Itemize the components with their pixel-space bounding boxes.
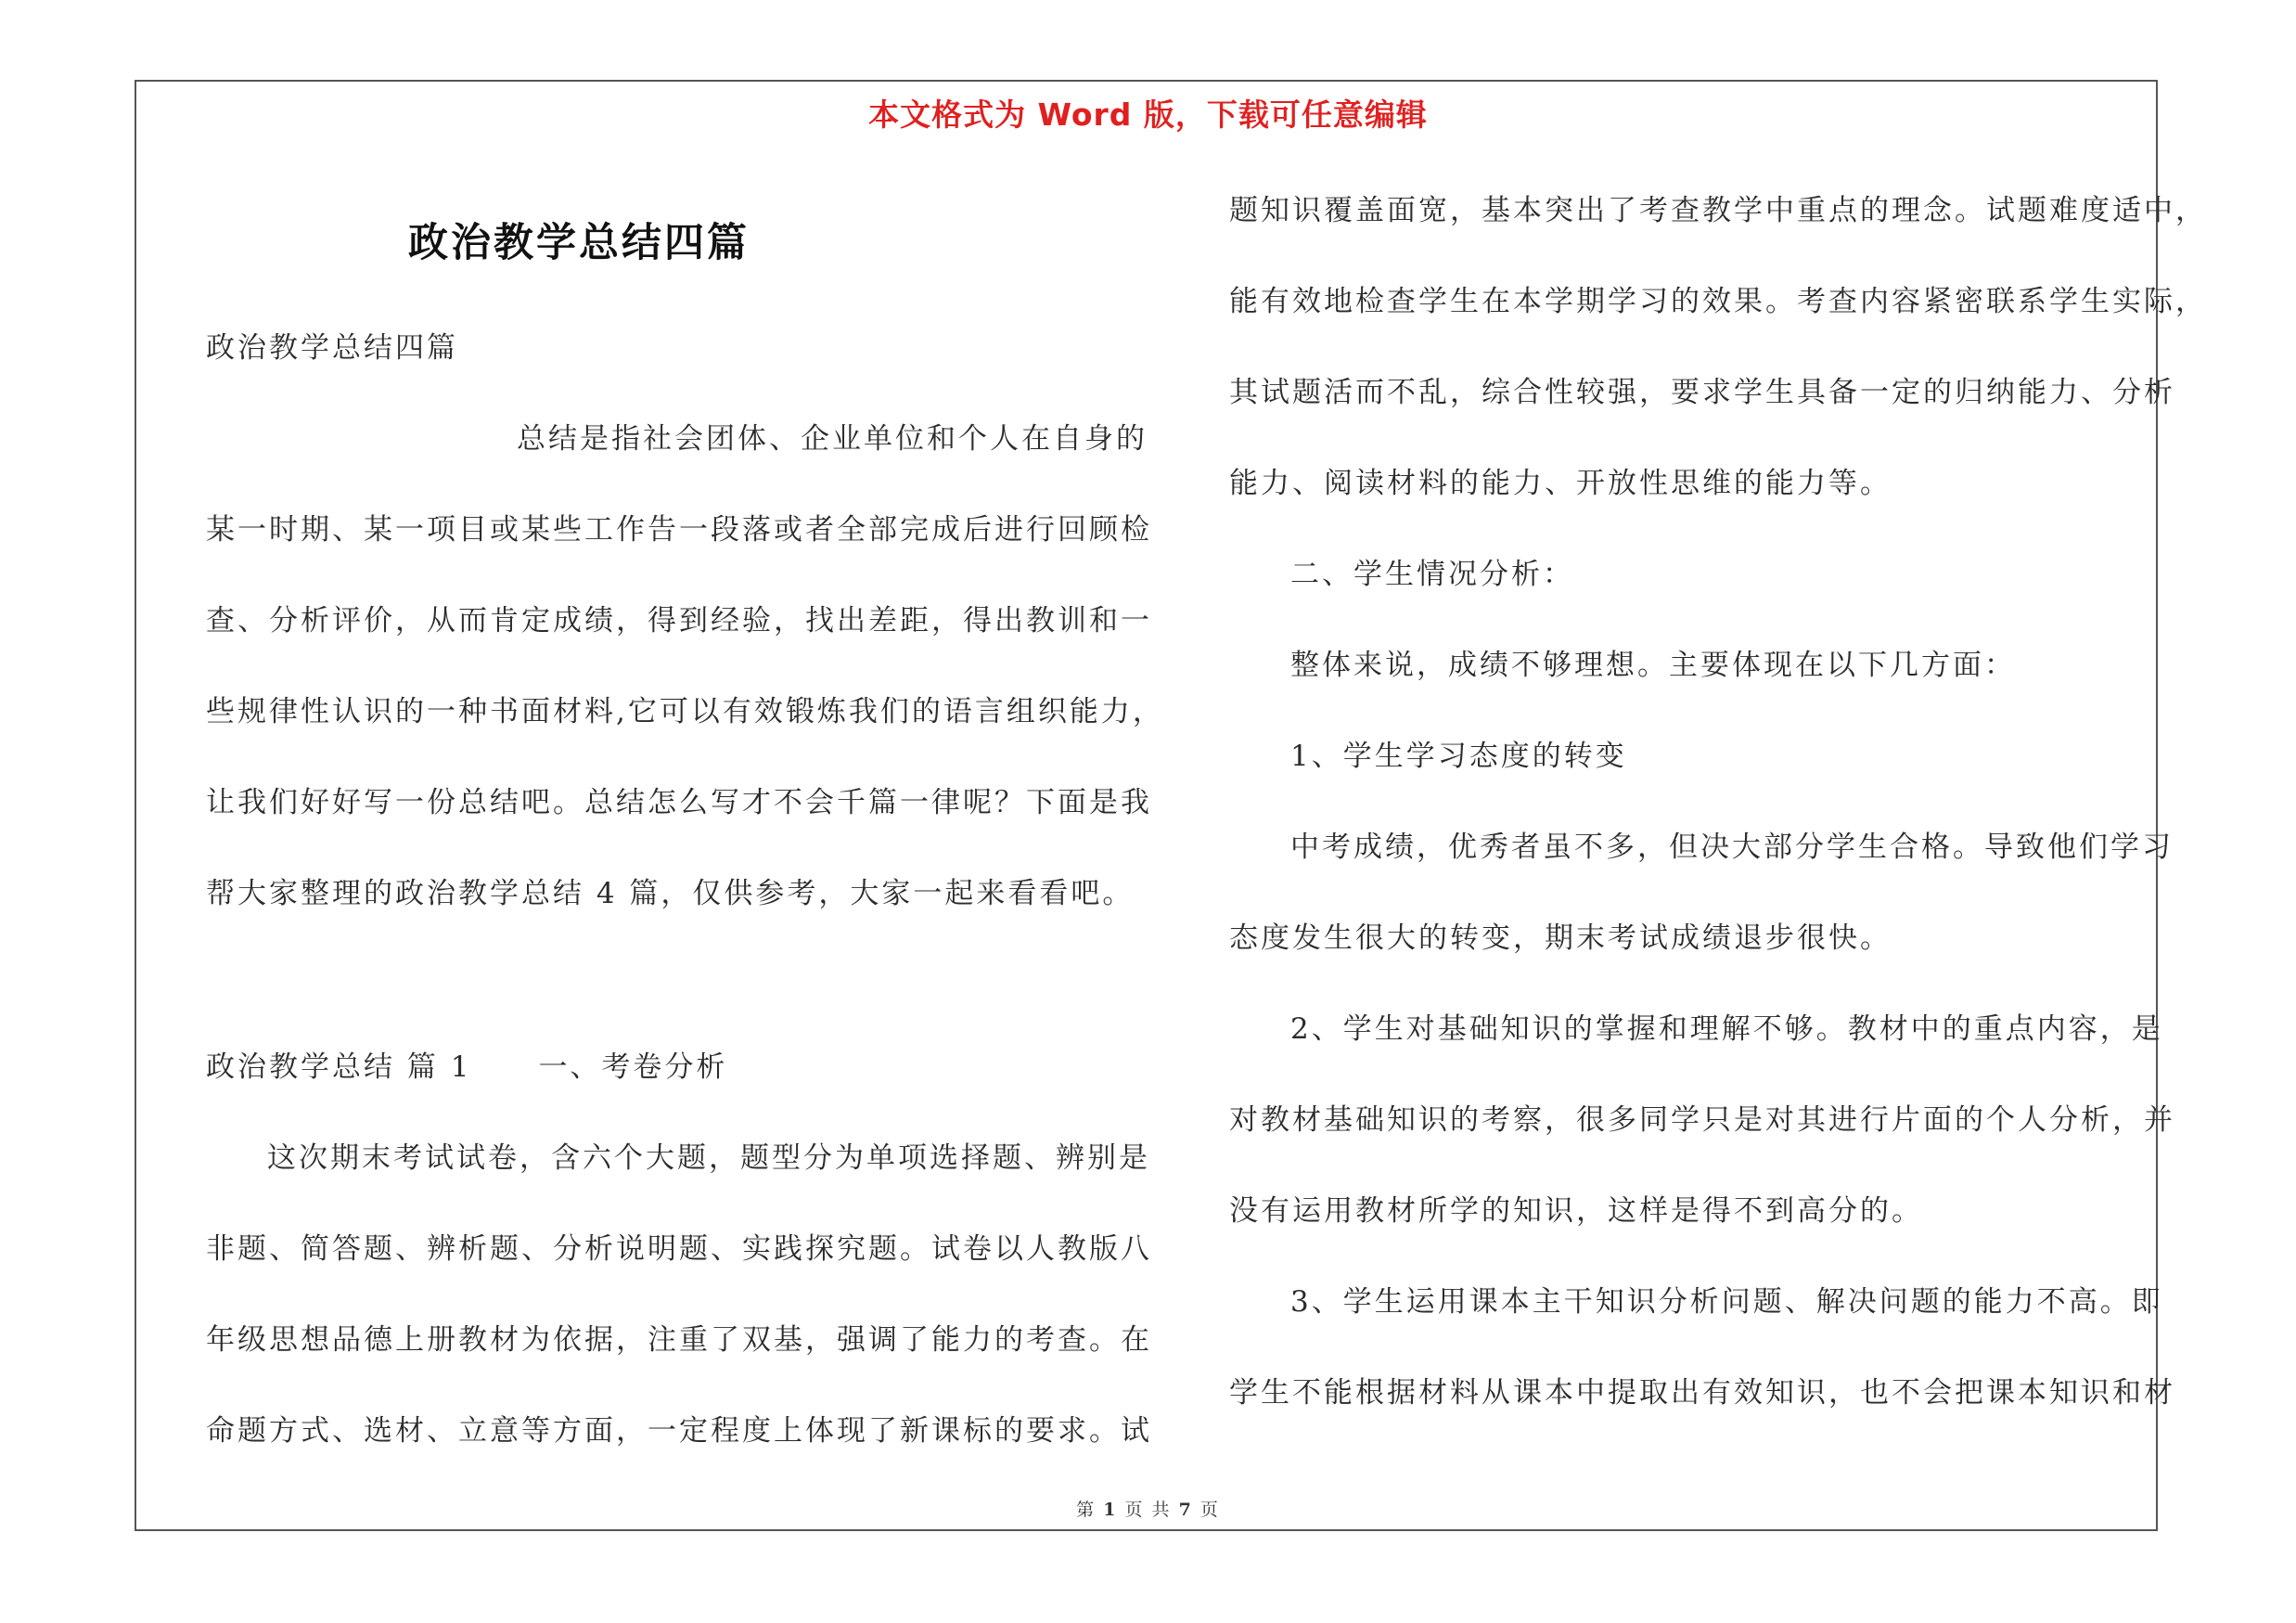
body-line: 态度发生很大的转变，期末考试成绩退步很快。 <box>1229 921 1892 955</box>
intro-line: 某一时期、某一项目或某些工作告一段落或者全部完成后进行回顾检 <box>206 513 1152 547</box>
list-item: 1、学生学习态度的转变 <box>1290 740 1627 773</box>
left-column <box>206 303 1164 1476</box>
format-banner: 本文格式为 Word 版，下载可任意编辑 <box>868 97 1428 133</box>
body-line: 中考成绩，优秀者虽不多，但决大部分学生合格。导致他们学习 <box>1290 831 2174 864</box>
body-line: 学生不能根据材料从课本中提取出有效知识，也不会把课本知识和材 <box>1229 1376 2175 1410</box>
body-line: 对教材基础知识的考察，很多同学只是对其进行片面的个人分析，并 <box>1229 1103 2175 1137</box>
section-title: 政治教学总结 篇 1 <box>206 1050 472 1084</box>
body-line: 非题、简答题、辨析题、分析说明题、实践探究题。试卷以人教版八 <box>206 1232 1152 1266</box>
body-line: 命题方式、选材、立意等方面，一定程度上体现了新课标的要求。试 <box>206 1414 1152 1448</box>
intro-line: 帮大家整理的政治教学总结 4 篇，仅供参考，大家一起来看看吧。 <box>206 877 1135 910</box>
right-column <box>1229 165 2207 1438</box>
document-subtitle: 政治教学总结四篇 <box>206 331 458 365</box>
body-line: 题知识覆盖面宽，基本突出了考查教学中重点的理念。试题难度适中， <box>1229 194 2207 227</box>
intro-line: 总结是指社会团体、企业单位和个人在自身的 <box>517 422 1148 456</box>
body-line: 其试题活而不乱，综合性较强，要求学生具备一定的归纳能力、分析 <box>1229 376 2175 409</box>
intro-line: 些规律性认识的一种书面材料,它可以有效锻炼我们的语言组织能力， <box>206 695 1164 728</box>
body-line: 能有效地检查学生在本学期学习的效果。考查内容紧密联系学生实际， <box>1229 285 2207 318</box>
intro-line: 让我们好好写一份总结吧。总结怎么写才不会千篇一律呢？下面是我 <box>206 786 1152 819</box>
list-item: 2、学生对基础知识的掌握和理解不够。教材中的重点内容，是 <box>1290 1012 2163 1046</box>
list-item: 3、学生运用课本主干知识分析问题、解决问题的能力不高。即 <box>1290 1285 2163 1319</box>
page-footer <box>0 1496 2296 1521</box>
intro-line: 查、分析评价，从而肯定成绩，得到经验，找出差距，得出教训和一 <box>206 604 1152 638</box>
total-page-number: 7 <box>1178 1500 1193 1520</box>
footer-middle: 页 共 <box>1124 1500 1172 1520</box>
document-title: 政治教学总结四篇 <box>408 220 750 266</box>
paragraph-gap <box>206 939 1134 1022</box>
current-page-number: 1 <box>1103 1500 1118 1520</box>
section-subheading: 一、考卷分析 <box>538 1050 728 1084</box>
body-line: 整体来说，成绩不够理想。主要体现在以下几方面： <box>1290 649 2016 682</box>
body-line: 能力、阅读材料的能力、开放性思维的能力等。 <box>1229 467 1892 500</box>
section-heading: 二、学生情况分析： <box>1290 558 1574 591</box>
body-line: 这次期末考试试卷，含六个大题，题型分为单项选择题、辨别是 <box>267 1141 1150 1175</box>
body-line: 年级思想品德上册教材为依据，注重了双基，强调了能力的考查。在 <box>206 1323 1152 1357</box>
footer-prefix: 第 <box>1076 1500 1097 1520</box>
footer-suffix: 页 <box>1199 1500 1220 1520</box>
section-heading <box>206 1022 1134 1113</box>
body-line: 没有运用教材所学的知识，这样是得不到高分的。 <box>1229 1194 1923 1228</box>
